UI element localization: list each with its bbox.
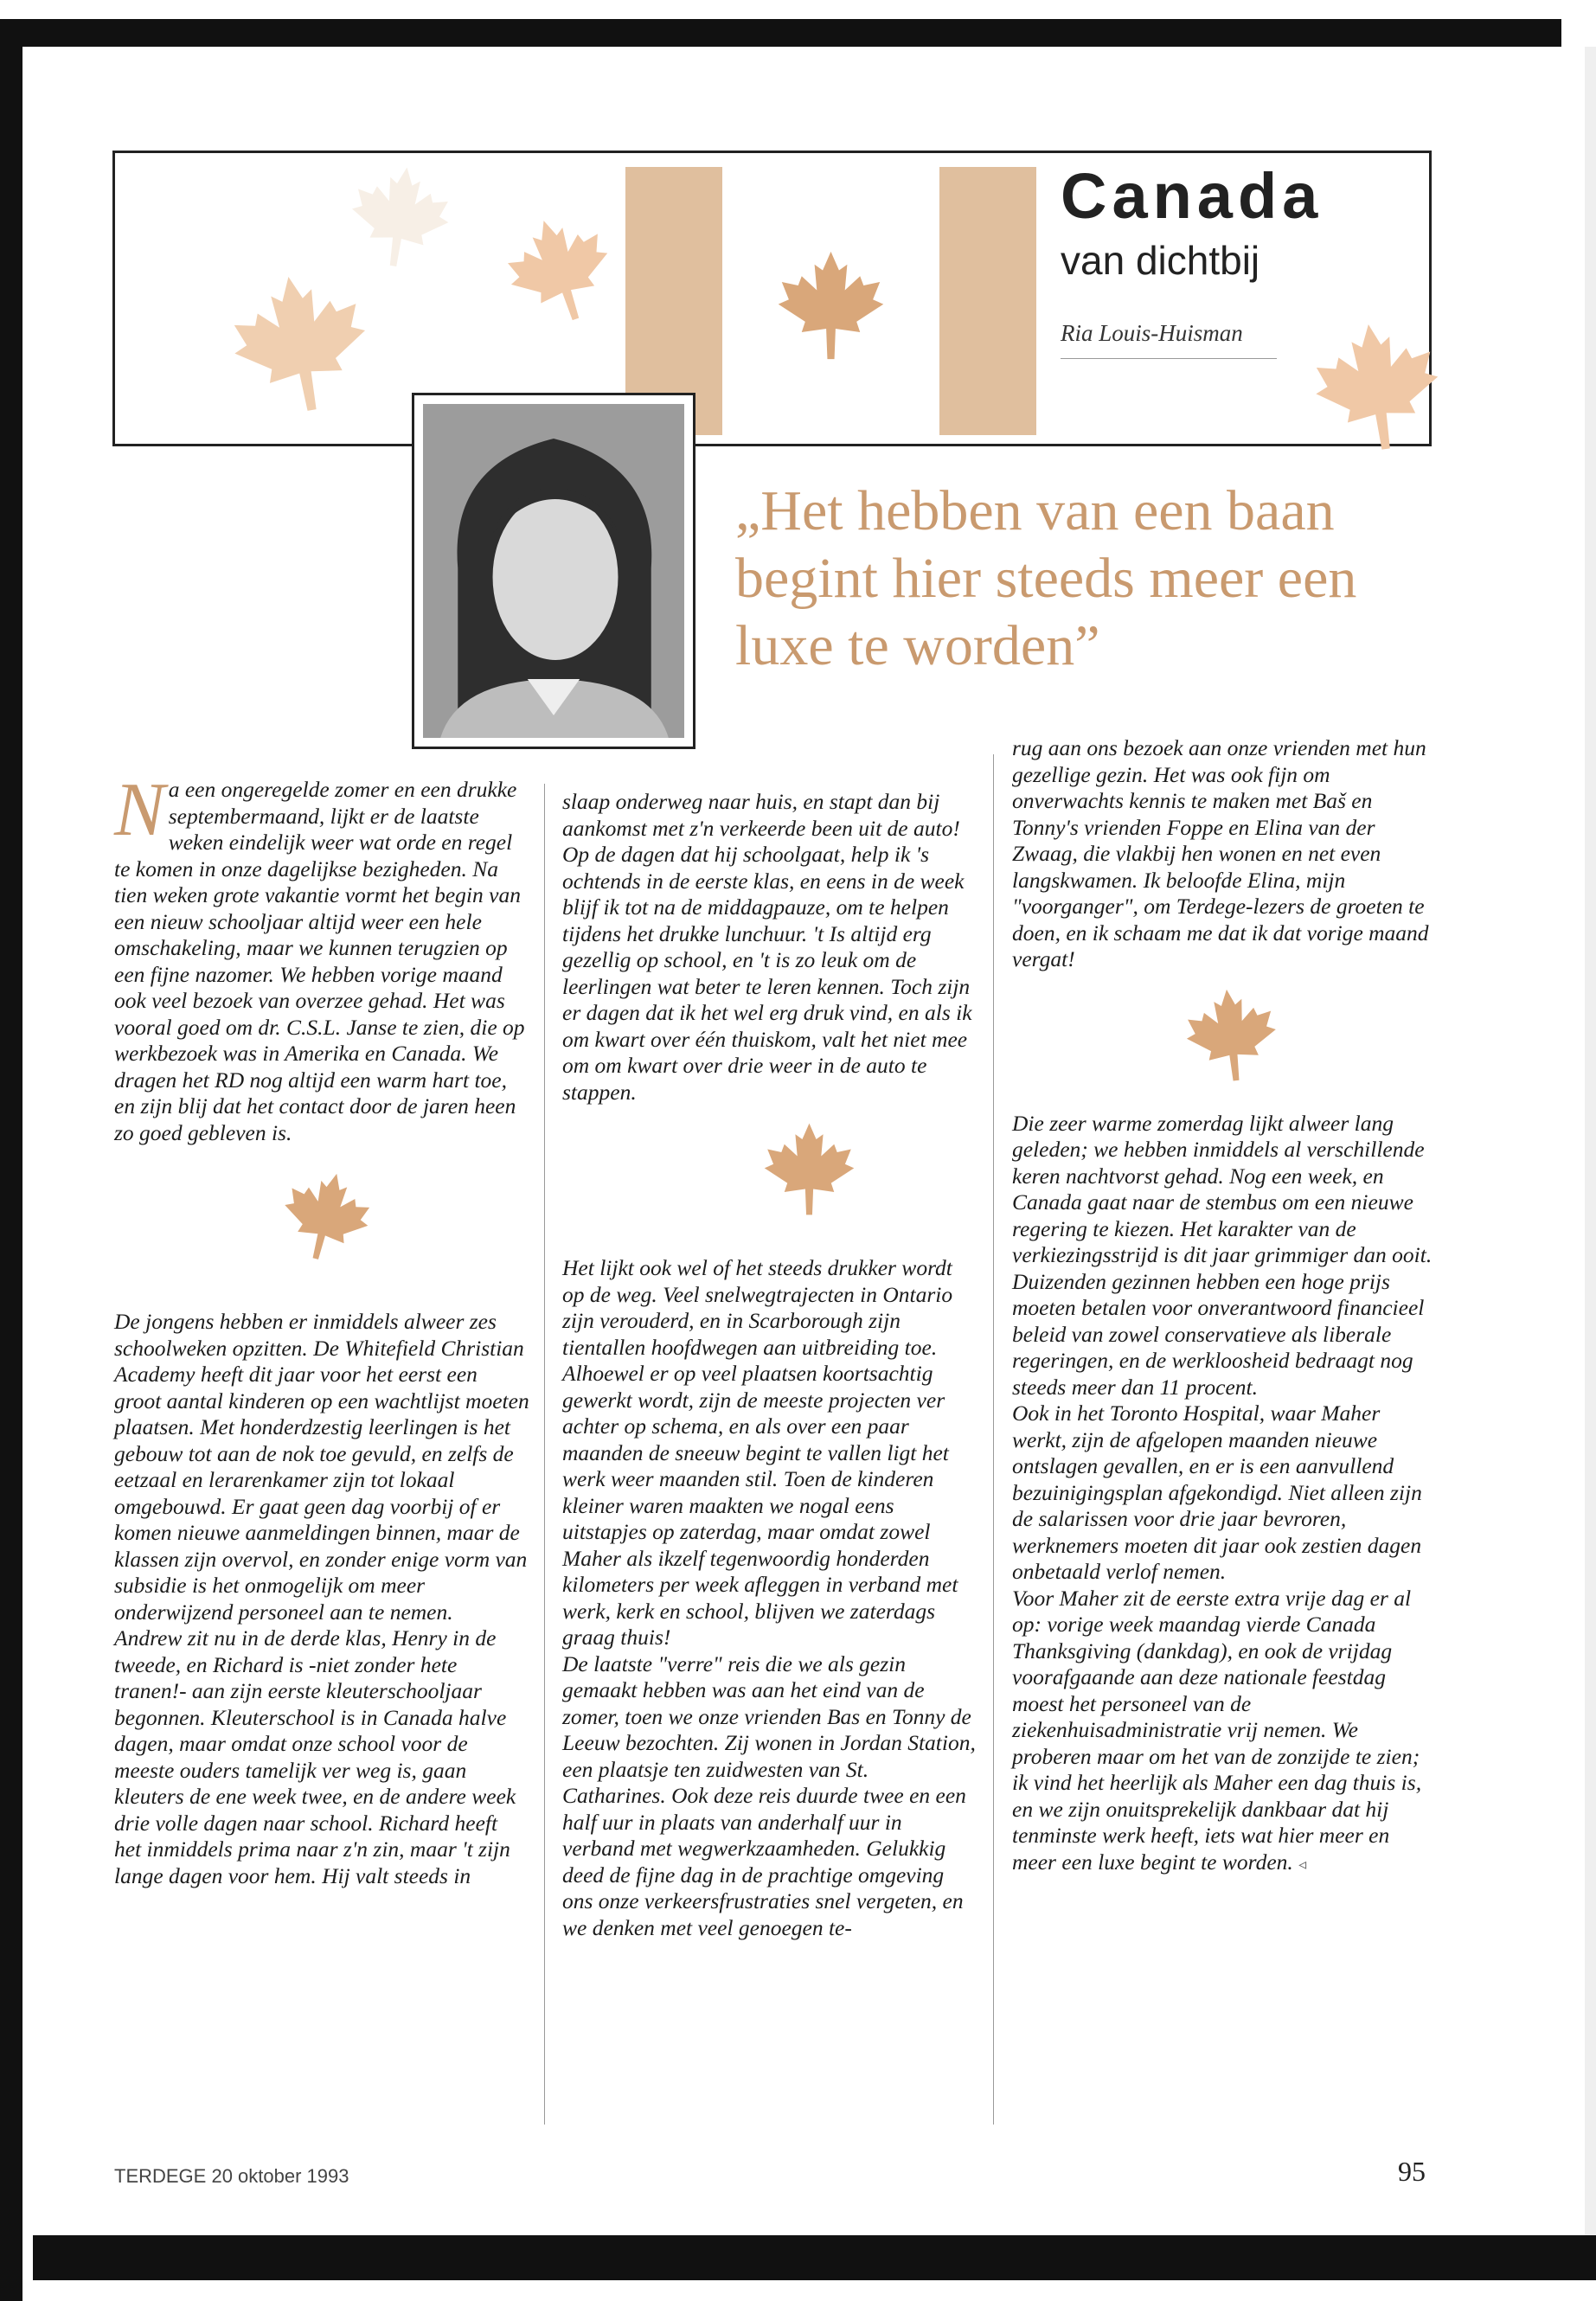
page-left-border <box>0 19 22 2301</box>
author-photo <box>423 404 684 738</box>
paragraph-text: Voor Maher zit de eerste extra vrije dag er al op: vorige week maandag vierde Canada Thanksgiving (dankdag), en ook de vrijdag voorafgaande aan deze nationale feestdag moest het personeel van de ziekenhuisadministratie vrij nemen. We proberen maar om het van de zonzijde te zien; ik vind het heerlijk als Maher een dag thuis is, en we zijn onuitsprekelijk dankbaar dat hij tenminste werk heeft, iets wat hier meer en meer een luxe begint te worden. <box>1012 1585 1422 1875</box>
paragraph-text: a een ongeregelde zomer en een drukke septembermaand, lijkt er de laatste weken eindelijk weer wat orde en regel te komen in onze dagelijkse bezigheden. Na tien weken grote vakantie vormt het begin van een nieuw schooljaar altijd weer een hele omschakeling, maar we kunnen terugzien op een fijne nazomer. We hebben vorige maand ook veel bezoek van overzee gehad. Het was vooral goed om dr. C.S.L. Janse te zien, die op werkbezoek was in Amerika en Canada. We dragen het RD nog altijd een warm hart toe, en zijn blij dat het contact door de jaren heen zo goed gebleven is. <box>114 777 525 1145</box>
maple-leaf-icon <box>267 1155 384 1277</box>
byline-rule <box>1061 358 1277 359</box>
flag-band-right <box>939 167 1036 435</box>
column-divider <box>544 784 545 2125</box>
drop-cap: N <box>114 768 165 852</box>
maple-leaf-icon <box>772 245 889 366</box>
page-right-edge <box>1585 47 1596 2235</box>
page-top-border <box>0 19 1561 47</box>
page-bottom-border <box>33 2235 1596 2280</box>
author-byline: Ria Louis-Huisman <box>1061 320 1243 346</box>
article-paragraph: Het lijkt ook wel of het steeds drukker wordt op de weg. Veel snelwegtrajecten in Ontario zijn verouderd, en in Scarborough zijn tientallen hoofdwegen aan uitbreiding toe. Alhoewel er op veel plaatsen koortsachtig gewerkt wordt, zijn de meeste projecten ver achter op schema, en als over een paar maanden de sneeuw begint te vallen ligt het werk weer maanden stil. Toen de kinderen kleiner waren maakten we nogal eens uitstapjes op zaterdag, maar omdat zowel Maher als ikzelf tegenwoordig honderden kilometers per week afleggen in verband met werk, kerk en school, blijven we zaterdags graag thuis! <box>562 1255 958 1650</box>
maple-leaf-icon <box>339 156 461 278</box>
column-divider <box>993 754 994 2125</box>
maple-leaf-icon <box>215 259 386 429</box>
pull-quote: „Het hebben van een baan begint hier steeds meer een luxe te worden” <box>735 479 1357 677</box>
article-paragraph: rug aan ons bezoek aan onze vrienden met hun gezellige gezin. Het was ook fijn om onverwachts kennis te maken met Baš en Tonny's vrienden Foppe en Elina van der Zwaag, die vlakbij hen wonen en net even langskwamen. Ik beloofde Elina, mijn "voorganger", om Terdege-lezers de groeten te doen, en ik schaam me dat ik dat vorige maand vergat! <box>1012 735 1429 971</box>
article-paragraph: De laatste "verre" reis die we als gezin gemaakt hebben was aan het eind van de zomer, toen we onze vrienden Bas en Tonny de Leeuw bezochten. Zij wonen in Jordan Station, een plaatsje ten zuidwesten van St. Catharines. Ook deze reis duurde twee en een half uur in plaats van anderhalf uur in verband met wegwerkzaamheden. Gelukkig deed de fijne dag in de prachtige omgeving ons onze verkeersfrustraties snel vergeten, en we denken met veel genoegen te- <box>562 1650 976 1940</box>
article-paragraph: Andrew zit nu in de derde klas, Henry in de tweede, en Richard is -niet zonder hete tranen!- aan zijn eerste kleuterschooljaar begonnen. Kleuterschool is in Canada halve dagen, maar omdat onze school voor de meeste ouders tamelijk ver weg is, gaan kleuters de ene week twee, en de andere week drie volle dagen naar school. Richard heeft het inmiddels prima naar z'n zin, maar 't zijn lange dagen voor hem. Hij valt steeds in <box>114 1625 516 1888</box>
maple-leaf-icon <box>760 1119 859 1219</box>
page-number: 95 <box>1398 2156 1426 2187</box>
publication-footer: TERDEGE 20 oktober 1993 <box>114 2165 349 2187</box>
author-photo-frame <box>412 393 695 749</box>
end-mark: ◃ <box>1298 1855 1307 1873</box>
maple-leaf-icon <box>1296 309 1458 465</box>
article-subtitle: van dichtbij <box>1061 238 1260 283</box>
article-column-1 <box>114 768 529 1889</box>
article-column-2 <box>562 789 977 1941</box>
article-paragraph <box>1012 1586 1436 1878</box>
maple-leaf-icon <box>1176 980 1285 1089</box>
article-paragraph: slaap onderweg naar huis, en stapt dan bij aankomst met z'n verkeerde been uit de auto! Op de dagen dat hij schoolgaat, help ik 's ochtends in de eerste klas, en eens in de week blijf ik tot na de middagpauze, om te helpen tijdens het drukke lunchuur. 't Is altijd erg gezellig op school, en 't is zo leuk om de leerlingen wat beter te leren kennen. Toch zijn er dagen dat ik het wel erg druk vind, en als ik om kwart over één thuiskom, valt het niet mee om om kwart over drie weer in de auto te stappen. <box>562 789 972 1105</box>
article-column-3 <box>1012 735 1436 1877</box>
article-paragraph: Ook in het Toronto Hospital, waar Maher werkt, zijn de afgelopen maanden nieuwe ontslagen gevallen, en er is een aanvullend bezuinigingsplan afgekondigd. Niet alleen zijn de salarissen voor drie jaar bevroren, werknemers moeten dit jaar ook zestien dagen onbetaald verlof nemen. <box>1012 1400 1422 1584</box>
article-paragraph: De jongens hebben er inmiddels alweer zes schoolweken opzitten. De Whitefield Christian Academy heeft dit jaar voor het eerst een groot aantal kinderen op een wachtlijst moeten plaatsen. Met honderdzestig leerlingen is het gebouw tot aan de nok toe gevuld, en zelfs de eetzaal en lerarenkamer zijn tot lokaal omgebouwd. Er gaat geen dag voorbij of er komen nieuwe aanmeldingen binnen, maar de klassen zijn overvol, en zonder enige vorm van subsidie is het onmogelijk om meer onderwijzend personeel aan te nemen. <box>114 1309 529 1625</box>
article-paragraph: Die zeer warme zomerdag lijkt alweer lang geleden; we hebben inmiddels al verschillende keren nachtvorst gehad. Nog een week, en Canada gaat naar de stembus om een nieuwe regering te kiezen. Het karakter van de verkiezingsstrijd is dit jaar grimmiger dan ooit. Duizenden gezinnen hebben een hoge prijs moeten betalen voor onverantwoord financieel beleid van zowel conservatieve als liberale regeringen, en de werkloosheid bedraagt nog steeds meer dan 11 procent. <box>1012 1110 1433 1400</box>
article-title: Canada <box>1061 160 1324 232</box>
article-paragraph <box>114 768 529 1146</box>
